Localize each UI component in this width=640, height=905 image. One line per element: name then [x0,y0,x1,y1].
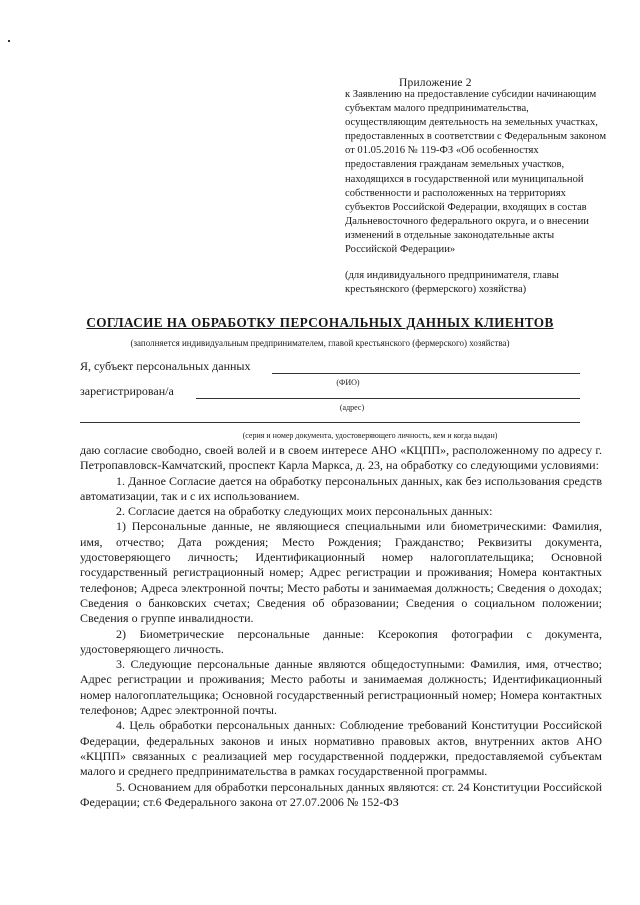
clause-2-1: 1) Персональные данные, не являющиеся специальными или биометрическими: Фамилия, имя, отчество; Дата рождения; Место Рождения; Гражданство; Реквизиты документа, удостоверяющего личность; Идентификационный номер налогоплательщика; Основной государственный регистрационный номер; Адрес регистрации и проживания; Номера контактных телефонов; Адреса электронной почты; Место работы и занимаемая должность; Сведения о доходах; Сведения о банковских счетах; Сведения об образовании; Сведения о социальном положении; Сведения о группе инвалидности. [80,519,602,626]
clause-4: 4. Цель обработки персональных данных: Соблюдение требований Конституции Российской Федерации, федеральных законов и иных нормативно правовых актов, внутренних актов АНО «КЦПП» связанных с реализацией мер государственной поддержки, предоставляемой субъектам малого и среднего предпринимательства в рамках государственной программы. [80,718,602,779]
fio-line[interactable] [272,372,580,374]
scan-speck [8,40,10,42]
consent-intro: даю согласие свободно, своей волей и в своем интересе АНО «КЦПП», расположенному по адресу г. Петропавловск-Камчатский, проспект Карла Маркса, д. 23, на обработку со следующими условиями: [80,443,602,473]
appendix-note: (для индивидуального предпринимателя, главы крестьянского (фермерского) хозяйства) [345,270,559,295]
document-row [80,407,580,425]
appendix-title: Приложение 2 [399,77,472,89]
document-subtitle: (заполняется индивидуальным предпринимателем, главой крестьянского (фермерского) хозяйства) [130,338,510,348]
appendix-text: к Заявлению на предоставление субсидии начинающим субъектам малого предпринимательства, осуществляющим деятельность на земельных участках, предоставленных в соответствии с Федеральным законом от 01.05.2016 № 119-ФЗ «Об особенностях предоставления гражданам земельных участков, находящихся в государственной или муниципальной собственности и расположенных на территориях субъектов Российской Федерации, входящих в состав Дальневосточного федерального округа, и о внесении изменений в отдельные законодательные акты Российской Федерации» [345,89,607,256]
clause-5: 5. Основанием для обработки персональных данных являются: ст. 24 Конституции Российской Федерации; ст.6 Федерального закона от 27.07.2006 № 152-ФЗ [80,779,602,809]
fio-caption: (ФИО) [336,378,360,387]
clause-1: 1. Данное Согласие дается на обработку персональных данных, как без использования средств автоматизации, так и с их использованием. [80,473,602,503]
address-line[interactable] [196,397,580,399]
clause-2-2: 2) Биометрические персональные данные: Ксерокопия фотографии с документа, удостоверяющего личность. [80,626,602,656]
fio-row [80,358,580,376]
consent-body [80,443,602,810]
document-caption: (серия и номер документа, удостоверяющего личность, кем и когда выдан) [242,431,498,440]
subject-label: Я, субъект персональных данных [80,359,251,373]
registered-label: зарегистрирован/а [80,384,174,398]
document-line[interactable] [80,421,580,423]
address-row [80,383,580,401]
document-title: СОГЛАСИЕ НА ОБРАБОТКУ ПЕРСОНАЛЬНЫХ ДАННЫХ КЛИЕНТОВ [86,315,554,330]
clause-2: 2. Согласие дается на обработку следующих моих персональных данных: [116,504,493,519]
address-caption: (адрес) [339,403,365,412]
clause-3: 3. Следующие персональные данные являются общедоступными: Фамилия, имя, отчество; Адрес регистрации и проживания; Место работы и занимаемая должность; Идентификационный номер налогоплательщика; Основной государственный регистрационный номер; Номера контактных телефонов; Адрес электронной почты. [80,657,602,718]
